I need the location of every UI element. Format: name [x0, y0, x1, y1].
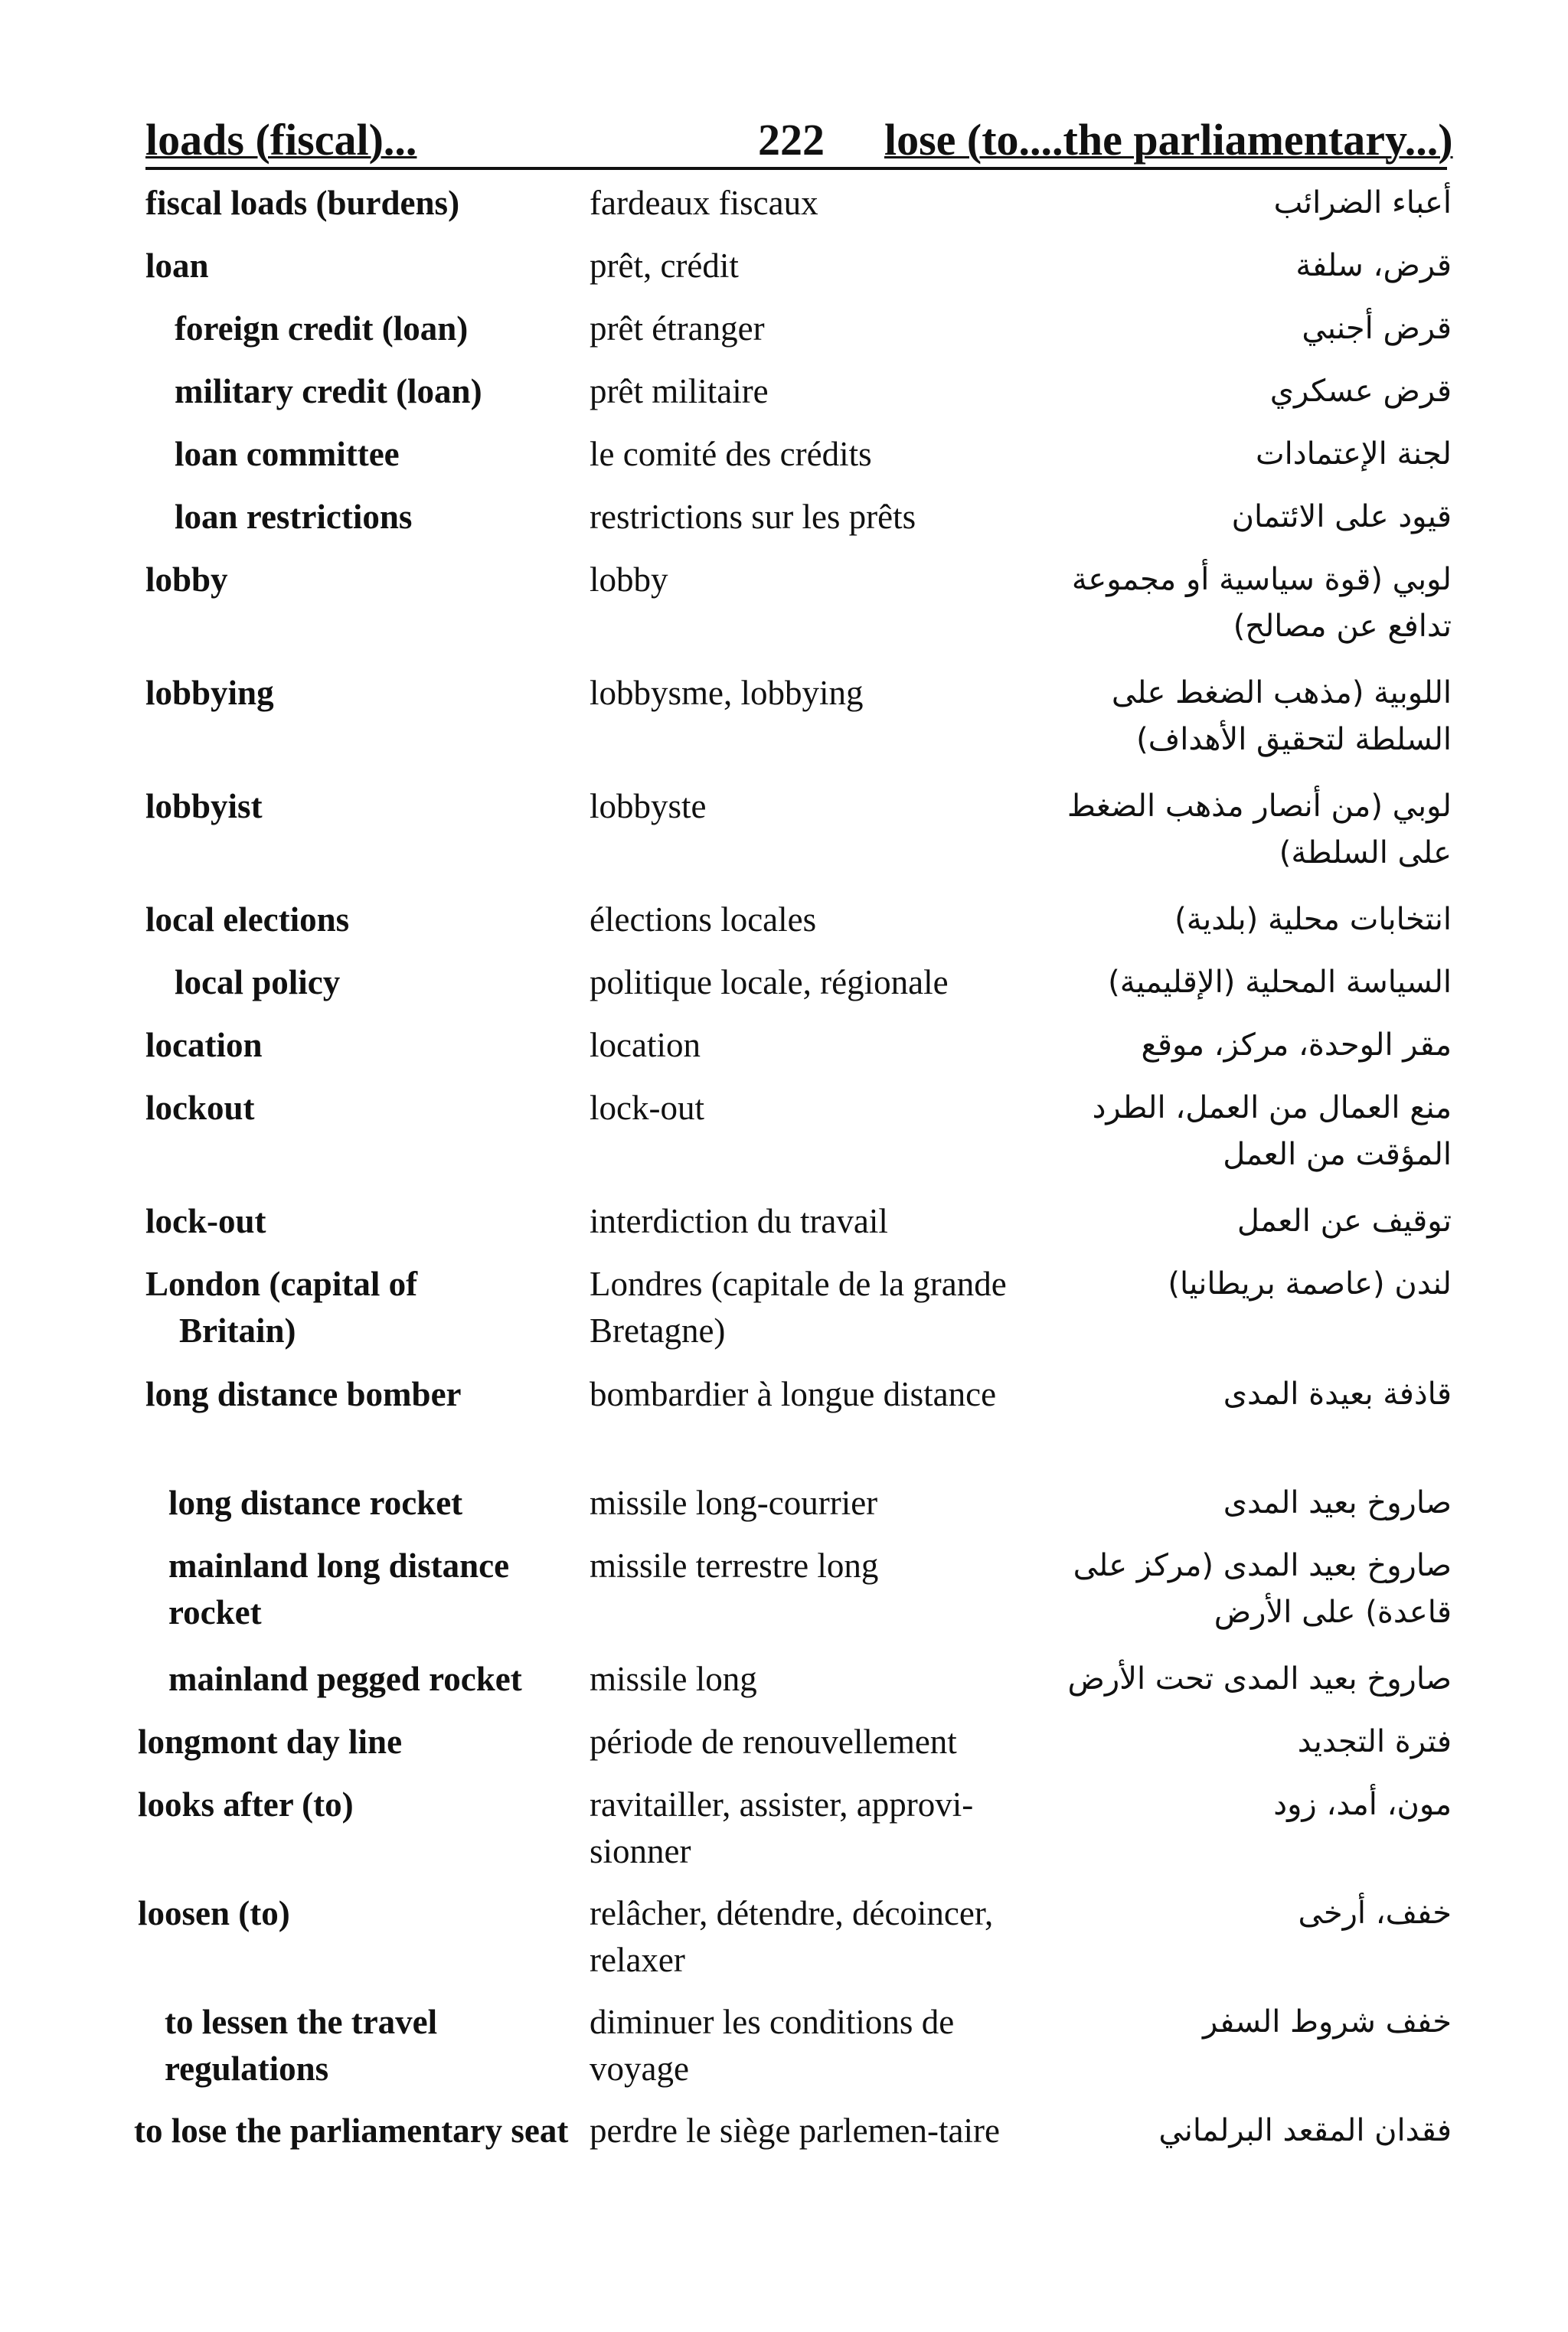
english-term: loan [145, 247, 209, 285]
entry-row [0, 1999, 1568, 2108]
arabic-term: السياسة المحلية (الإقليمية) [1108, 965, 1452, 1000]
french-term: prêt étranger [590, 309, 765, 348]
english-term: mainland long distance rocket [168, 1547, 510, 1631]
entry-row [0, 243, 1568, 305]
french-term: restrictions sur les prêts [590, 498, 916, 536]
french-term: fardeaux fiscaux [590, 184, 818, 222]
arabic-term: قاذفة بعيدة المدى [1223, 1377, 1452, 1412]
english-term: London (capital of Britain) [145, 1265, 418, 1350]
entry-row [0, 1085, 1568, 1198]
entry-row [0, 783, 1568, 897]
page-header [145, 113, 1453, 170]
entry-row [0, 897, 1568, 959]
entry-row [0, 431, 1568, 494]
arabic-term: قيود على الائتمان [1231, 499, 1452, 534]
entry-row [0, 2108, 1568, 2216]
arabic-term: مون، أمد، زود [1273, 1787, 1452, 1822]
entry-row [0, 180, 1568, 243]
french-term: politique locale, régionale [590, 963, 949, 1001]
english-term: local elections [145, 900, 350, 939]
entry-row [0, 1480, 1568, 1543]
english-term: lobbyist [145, 787, 263, 825]
entry-row [0, 368, 1568, 431]
arabic-term: اللوبية (مذهب الضغط على السلطة لتحقيق الأهداف) [1111, 675, 1452, 757]
entry-row [0, 1371, 1568, 1480]
entry-row [0, 1261, 1568, 1371]
arabic-term: مقر الوحدة، مركز، موقع [1141, 1027, 1452, 1063]
arabic-term: انتخابات محلية (بلدية) [1174, 902, 1452, 937]
arabic-term: فقدان المقعد البرلماني [1158, 2113, 1452, 2148]
arabic-term: صاروخ بعيد المدى تحت الأرض [1067, 1661, 1452, 1697]
arabic-term: لندن (عاصمة بريطانيا) [1168, 1266, 1452, 1302]
french-term: missile long [590, 1660, 757, 1698]
entry-row [0, 1782, 1568, 1890]
english-term: local policy [175, 963, 341, 1001]
arabic-term: لوبي (قوة سياسية أو مجموعة تدافع عن مصالح) [1071, 562, 1452, 644]
entry-row [0, 670, 1568, 783]
french-term: missile terrestre long [590, 1547, 879, 1585]
french-term: location [590, 1026, 701, 1064]
arabic-term: أعباء الضرائب [1273, 185, 1452, 220]
french-term: prêt militaire [590, 372, 769, 410]
arabic-term: منع العمال من العمل، الطرد المؤقت من العمل [1092, 1090, 1452, 1172]
arabic-term: صاروخ بعيد المدى (مركز على قاعدة) على الأرض [1073, 1548, 1452, 1630]
arabic-term: لجنة الإعتمادات [1256, 436, 1452, 472]
page-number: 222 [758, 115, 825, 165]
english-term: longmont day line [138, 1723, 403, 1761]
entry-row [0, 305, 1568, 368]
english-term: loosen (to) [138, 1894, 290, 1932]
entry-row [0, 1198, 1568, 1261]
arabic-term: قرض عسكري [1269, 374, 1452, 409]
english-term: lock-out [145, 1202, 266, 1240]
arabic-term: قرض أجنبي [1302, 311, 1452, 346]
french-term: interdiction du travail [590, 1202, 888, 1240]
entry-list [0, 180, 1568, 2216]
arabic-term: لوبي (من أنصار مذهب الضغط على السلطة) [1067, 789, 1452, 870]
english-term: lobbying [145, 674, 274, 712]
french-term: missile long-courrier [590, 1484, 878, 1522]
french-term: diminuer les conditions de voyage [590, 2003, 955, 2088]
entry-row [0, 959, 1568, 1022]
french-term: ravitailler, assister, approvi-sionner [590, 1785, 974, 1870]
arabic-term: خفف، أرخى [1298, 1896, 1452, 1931]
arabic-term: فترة التجديد [1297, 1724, 1452, 1759]
entry-row [0, 1543, 1568, 1656]
header-left-guide-word: loads (fiscal)... [145, 115, 417, 165]
french-term: prêt, crédit [590, 247, 739, 285]
french-term: lobby [590, 560, 668, 599]
english-term: to lose the parliamentary seat [134, 2112, 569, 2150]
header-right-guide-word: lose (to....the parliamentary...) [884, 115, 1453, 165]
french-term: bombardier à longue distance [590, 1375, 997, 1413]
french-term: lobbyste [590, 787, 707, 825]
french-term: lobbysme, lobbying [590, 674, 864, 712]
english-term: long distance bomber [145, 1375, 462, 1413]
arabic-term: خفف شروط السفر [1203, 2004, 1452, 2040]
english-term: long distance rocket [168, 1484, 463, 1522]
english-term: foreign credit (loan) [175, 309, 469, 348]
entry-row [0, 1890, 1568, 1999]
english-term: loan restrictions [175, 498, 413, 536]
french-term: relâcher, détendre, décoincer, relaxer [590, 1894, 994, 1979]
entry-row [0, 557, 1568, 670]
french-term: perdre le siège parlemen-taire [590, 2112, 1000, 2150]
french-term: élections locales [590, 900, 817, 939]
entry-row [0, 494, 1568, 557]
english-term: lockout [145, 1089, 255, 1127]
english-term: lobby [145, 560, 228, 599]
english-term: loan committee [175, 435, 400, 473]
entry-row [0, 1719, 1568, 1782]
english-term: to lessen the travel regulations [165, 2003, 438, 2088]
english-term: military credit (loan) [175, 372, 482, 410]
english-term: looks after (to) [138, 1785, 354, 1824]
arabic-term: توقيف عن العمل [1236, 1204, 1452, 1239]
arabic-term: صاروخ بعيد المدى [1223, 1485, 1452, 1520]
arabic-term: قرض، سلفة [1295, 248, 1452, 283]
french-term: le comité des crédits [590, 435, 872, 473]
french-term: période de renouvellement [590, 1723, 957, 1761]
entry-row [0, 1656, 1568, 1719]
entry-row [0, 1022, 1568, 1085]
french-term: Londres (capitale de la grande Bretagne) [590, 1265, 1007, 1350]
english-term: mainland pegged rocket [168, 1660, 522, 1698]
english-term: location [145, 1026, 263, 1064]
french-term: lock-out [590, 1089, 704, 1127]
english-term: fiscal loads (burdens) [145, 184, 460, 222]
